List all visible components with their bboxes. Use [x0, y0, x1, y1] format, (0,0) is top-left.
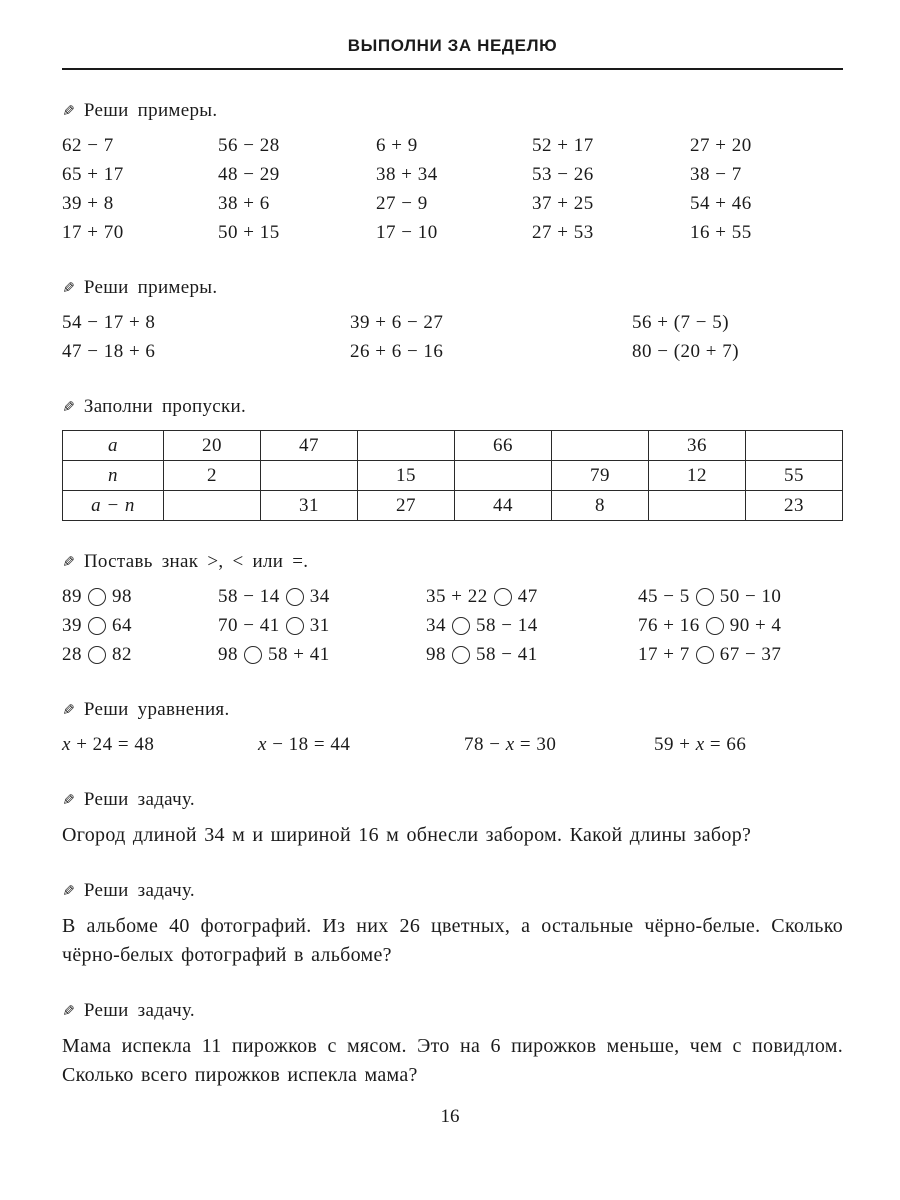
- answer-circle: [452, 617, 470, 635]
- compare-left: 76 + 16: [638, 615, 700, 636]
- table-row: [63, 431, 843, 461]
- math-expression: 48 − 29: [218, 164, 280, 185]
- math-expression: 38 + 6: [218, 193, 270, 214]
- pencil-icon: ✎: [62, 398, 75, 416]
- answer-circle: [88, 617, 106, 635]
- equations-grid: [62, 730, 843, 759]
- comparison-item: [426, 582, 638, 611]
- compare-right: 47: [517, 586, 538, 607]
- comparison-item: [426, 640, 638, 669]
- section-task-3: [62, 1000, 843, 1090]
- compare-grid: [62, 582, 843, 669]
- equation-variable: x: [695, 734, 705, 755]
- math-expression: 38 − 7: [690, 164, 742, 185]
- pencil-icon: ✎: [62, 1002, 75, 1020]
- page-header: [62, 36, 843, 70]
- table-cell: 8: [552, 491, 649, 521]
- answer-circle: [696, 588, 714, 606]
- math-expression: 6 + 9: [376, 135, 418, 156]
- comparison-item: [638, 640, 843, 669]
- table-cell: [261, 461, 358, 491]
- compare-right: 67 − 37: [719, 644, 782, 665]
- table-cell: 31: [261, 491, 358, 521]
- section-title: Поставь знак >, < или =.: [83, 551, 309, 572]
- compare-left: 35 + 22: [426, 586, 488, 607]
- compare-left: 28: [62, 644, 82, 665]
- answer-circle: [286, 617, 304, 635]
- compare-right: 64: [112, 615, 132, 636]
- compare-right: 58 − 14: [476, 615, 538, 636]
- table-row: [63, 491, 843, 521]
- answer-circle: [452, 646, 470, 664]
- compare-left: 58 − 14: [218, 586, 280, 607]
- table-cell: 20: [164, 431, 261, 461]
- comparison-item: [218, 640, 426, 669]
- compare-right: 58 + 41: [268, 644, 330, 665]
- row-label: a: [63, 431, 164, 461]
- task-text: Огород длиной 34 м и шириной 16 м обнесли забором. Какой длины забор?: [62, 824, 752, 846]
- pencil-icon: ✎: [62, 279, 75, 297]
- answer-circle: [88, 588, 106, 606]
- table-cell: 55: [746, 461, 843, 491]
- compare-left: 98: [218, 644, 238, 665]
- comparison-item: [62, 611, 218, 640]
- pencil-icon: ✎: [62, 553, 75, 571]
- pencil-icon: ✎: [62, 882, 75, 900]
- answer-circle: [494, 588, 512, 606]
- comparison-item: [638, 582, 843, 611]
- compare-right: 34: [309, 586, 330, 607]
- math-expression: 56 − 28: [218, 135, 280, 156]
- equation-post: − 18 = 44: [266, 734, 351, 755]
- page-number: 16: [440, 1106, 460, 1127]
- table-cell: [358, 431, 455, 461]
- math-expression: 26 + 6 − 16: [350, 341, 444, 362]
- compare-left: 34: [426, 615, 446, 636]
- table-cell: 36: [649, 431, 746, 461]
- compare-left: 39: [62, 615, 82, 636]
- section-compare: [62, 551, 843, 669]
- equation: [258, 730, 464, 759]
- table-cell: [649, 491, 746, 521]
- answer-circle: [696, 646, 714, 664]
- math-expression: 54 + 46: [690, 193, 752, 214]
- table-cell: [746, 431, 843, 461]
- section-examples-2: [62, 277, 843, 366]
- math-expression: 65 + 17: [62, 164, 124, 185]
- math-expression: 17 + 70: [62, 222, 124, 243]
- section-title: Реши задачу.: [83, 880, 195, 901]
- compare-left: 89: [62, 586, 82, 607]
- section-fill-table: [62, 396, 843, 521]
- math-expression: 27 + 53: [532, 222, 594, 243]
- compare-right: 90 + 4: [729, 615, 782, 636]
- table-cell: 15: [358, 461, 455, 491]
- examples-grid-1: [62, 131, 843, 247]
- answer-circle: [244, 646, 262, 664]
- table-cell: 47: [261, 431, 358, 461]
- pencil-icon: ✎: [62, 701, 75, 719]
- equation: [62, 730, 258, 759]
- section-examples-1: [62, 100, 843, 247]
- equation-variable: x: [258, 734, 267, 755]
- compare-left: 17 + 7: [638, 644, 690, 665]
- compare-left: 70 − 41: [218, 615, 280, 636]
- compare-right: 31: [309, 615, 330, 636]
- row-label: a − n: [63, 491, 164, 521]
- equation: [654, 730, 843, 759]
- math-expression: 27 − 9: [376, 193, 428, 214]
- table-cell: 44: [455, 491, 552, 521]
- table-cell: [552, 431, 649, 461]
- equation-variable: x: [62, 734, 71, 755]
- row-label: n: [63, 461, 164, 491]
- equation-variable: x: [505, 734, 515, 755]
- table-cell: 2: [164, 461, 261, 491]
- math-expression: 62 − 7: [62, 135, 114, 156]
- fill-table: [62, 430, 843, 521]
- math-expression: 80 − (20 + 7): [632, 341, 740, 362]
- table-cell: [455, 461, 552, 491]
- compare-left: 45 − 5: [638, 586, 690, 607]
- table-cell: [164, 491, 261, 521]
- math-expression: 38 + 34: [376, 164, 438, 185]
- table-cell: 23: [746, 491, 843, 521]
- comparison-item: [426, 611, 638, 640]
- pencil-icon: ✎: [62, 102, 75, 120]
- math-expression: 54 − 17 + 8: [62, 312, 156, 333]
- equation-post: + 24 = 48: [70, 734, 155, 755]
- comparison-item: [218, 582, 426, 611]
- equation-post: = 66: [704, 734, 747, 755]
- examples-grid-2: [62, 308, 843, 366]
- comparison-item: [62, 582, 218, 611]
- section-equations: [62, 699, 843, 759]
- math-expression: 50 + 15: [218, 222, 280, 243]
- section-title: Реши уравнения.: [83, 699, 230, 720]
- section-title: Реши задачу.: [83, 1000, 195, 1021]
- section-title: Реши примеры.: [83, 100, 218, 121]
- table-cell: 27: [358, 491, 455, 521]
- compare-left: 98: [426, 644, 446, 665]
- math-expression: 17 − 10: [376, 222, 438, 243]
- section-title: Реши примеры.: [83, 277, 218, 298]
- equation-post: = 30: [514, 734, 557, 755]
- section-task-1: [62, 789, 843, 850]
- compare-right: 98: [112, 586, 132, 607]
- section-title: Заполни пропуски.: [83, 396, 247, 417]
- comparison-item: [62, 640, 218, 669]
- comparison-item: [218, 611, 426, 640]
- equation-pre: 59 +: [654, 734, 696, 755]
- math-expression: 52 + 17: [532, 135, 594, 156]
- answer-circle: [286, 588, 304, 606]
- compare-right: 82: [112, 644, 132, 665]
- answer-circle: [706, 617, 724, 635]
- math-expression: 16 + 55: [690, 222, 752, 243]
- task-text: Мама испекла 11 пирожков с мясом. Это на 6 пирожков меньше, чем с повидлом. Сколько всего пирожков испекла мама?: [62, 1035, 843, 1086]
- math-expression: 37 + 25: [532, 193, 594, 214]
- pencil-icon: ✎: [62, 791, 75, 809]
- section-task-2: [62, 880, 843, 970]
- math-expression: 56 + (7 − 5): [632, 312, 730, 333]
- section-title: Реши задачу.: [83, 789, 195, 810]
- math-expression: 53 − 26: [532, 164, 594, 185]
- math-expression: 27 + 20: [690, 135, 752, 156]
- compare-right: 50 − 10: [719, 586, 782, 607]
- table-cell: 66: [455, 431, 552, 461]
- table-cell: 12: [649, 461, 746, 491]
- math-expression: 47 − 18 + 6: [62, 341, 156, 362]
- answer-circle: [88, 646, 106, 664]
- equation: [464, 730, 654, 759]
- task-text: В альбоме 40 фотографий. Из них 26 цветных, а остальные чёрно-белые. Сколько чёрно-белых фотографий в альбоме?: [62, 915, 843, 966]
- page-title: ВЫПОЛНИ ЗА НЕДЕЛЮ: [347, 36, 558, 55]
- table-row: [63, 461, 843, 491]
- comparison-item: [638, 611, 843, 640]
- math-expression: 39 + 6 − 27: [350, 312, 444, 333]
- equation-pre: 78 −: [464, 734, 506, 755]
- compare-right: 58 − 41: [476, 644, 538, 665]
- math-expression: 39 + 8: [62, 193, 114, 214]
- table-cell: 79: [552, 461, 649, 491]
